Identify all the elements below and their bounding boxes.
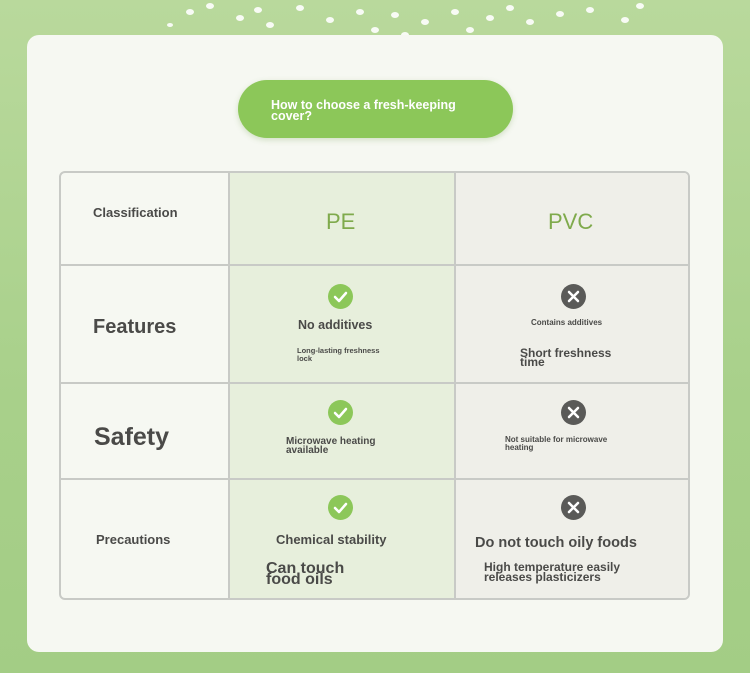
row-divider	[61, 382, 688, 384]
row-label-safety: Safety	[94, 423, 170, 451]
close-circle-icon	[561, 495, 586, 520]
close-circle-icon	[561, 400, 586, 425]
check-circle-icon	[328, 284, 353, 309]
pvc-features-sub: Short freshness time	[520, 346, 612, 369]
pe-safety-main: Microwave heating available	[286, 436, 376, 456]
header-pe: PE	[326, 209, 356, 234]
row-label-precautions: Precautions	[96, 532, 171, 547]
pvc-features-main: Contains additives	[531, 318, 603, 327]
pe-precautions-sub: Can touch food oils	[266, 560, 345, 588]
title-banner	[238, 80, 513, 138]
row-label-features: Features	[93, 316, 177, 338]
page-title: How to choose a fresh-keeping cover?	[271, 98, 456, 123]
column-divider	[454, 173, 456, 598]
pe-precautions-main: Chemical stability	[276, 532, 387, 547]
pvc-precautions-main: Do not touch oily foods	[475, 535, 637, 551]
pe-features-sub: Long-lasting freshness lock	[297, 346, 380, 363]
pvc-safety-main: Not suitable for microwave heating	[505, 435, 608, 452]
comparison-table	[59, 171, 690, 600]
header-classification: Classification	[93, 205, 178, 220]
pe-features-main: No additives	[298, 318, 373, 332]
header-pvc: PVC	[548, 209, 594, 234]
row-divider	[61, 264, 688, 266]
pvc-precautions-sub: High temperature easily releases plasticizers	[484, 560, 621, 584]
close-circle-icon	[561, 284, 586, 309]
column-divider	[228, 173, 230, 598]
row-divider	[61, 478, 688, 480]
check-circle-icon	[328, 400, 353, 425]
check-circle-icon	[328, 495, 353, 520]
